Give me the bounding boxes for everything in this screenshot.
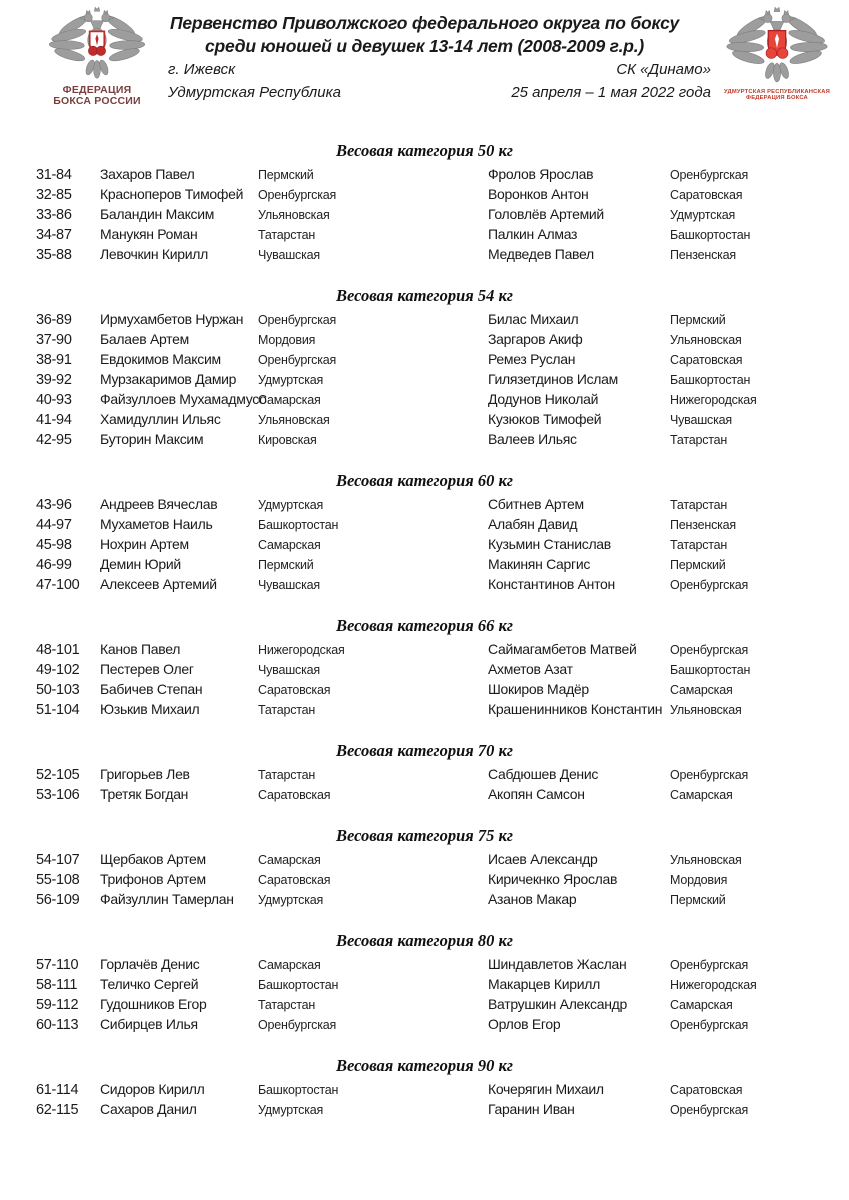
weight-category-title: Весовая категория 80 кг [335,931,514,950]
blue-corner-region: Татарстан [670,433,728,447]
weight-category-section [0,470,849,594]
red-corner-name: Канов Павел [100,641,181,657]
red-corner-name: Манукян Роман [100,226,198,242]
red-corner-region: Башкортостан [258,1083,339,1097]
red-corner-name: Юзькив Михаил [100,701,200,717]
red-corner-region: Самарская [258,538,321,552]
red-corner-name: Теличко Сергей [100,976,199,992]
blue-corner-region: Оренбургская [670,643,749,657]
red-corner-name: Балаев Артем [100,331,189,347]
red-corner-region: Удмуртская [258,1103,324,1117]
venue: СК «Динамо» [616,61,711,78]
bout-number: 31-84 [36,167,72,183]
bout-number: 37-90 [36,332,72,348]
red-corner-name: Горлачёв Денис [100,956,200,972]
bout-row [0,1099,849,1119]
bout-row [0,164,849,184]
blue-corner-name: Ватрушкин Александр [488,996,628,1012]
bout-row [0,1014,849,1034]
bout-number: 45-98 [36,537,72,553]
bout-number: 51-104 [36,702,80,718]
blue-corner-region: Саратовская [670,353,743,367]
bout-number: 50-103 [36,682,80,698]
red-corner-name: Мухаметов Наиль [100,516,213,532]
red-corner-name: Сибирцев Илья [100,1016,198,1032]
blue-corner-region: Чувашская [670,413,732,427]
left-logo-caption-line2: БОКСА РОССИИ [53,95,141,108]
red-corner-region: Оренбургская [258,353,337,367]
bout-row [0,534,849,554]
bout-number: 39-92 [36,372,72,388]
blue-corner-name: Акопян Самсон [488,786,585,802]
bout-number: 48-101 [36,642,80,658]
blue-corner-region: Татарстан [670,538,728,552]
blue-corner-region: Пермский [670,558,726,572]
bout-row [0,639,849,659]
red-corner-name: Бабичев Степан [100,681,203,697]
blue-corner-region: Ульяновская [670,703,742,717]
red-corner-name: Андреев Вячеслав [100,496,218,512]
red-corner-region: Ульяновская [258,208,330,222]
host-city: г. Ижевск [168,61,236,78]
bout-number: 36-89 [36,312,72,328]
red-corner-region: Оренбургская [258,313,337,327]
weight-category-section [0,825,849,909]
red-corner-region: Удмуртская [258,498,324,512]
bout-row [0,244,849,264]
red-corner-region: Самарская [258,853,321,867]
red-corner-region: Татарстан [258,703,316,717]
weight-category-title: Весовая категория 60 кг [335,471,514,490]
bout-number: 38-91 [36,352,72,368]
bout-number: 56-109 [36,892,80,908]
bout-row [0,389,849,409]
bout-row [0,494,849,514]
blue-corner-region: Удмуртская [670,208,736,222]
weight-category-section [0,740,849,804]
bout-row [0,699,849,719]
blue-corner-region: Оренбургская [670,168,749,182]
red-corner-name: Нохрин Артем [100,536,189,552]
red-corner-region: Удмуртская [258,373,324,387]
blue-corner-name: Гилязетдинов Ислам [488,371,618,387]
bout-number: 49-102 [36,662,80,678]
red-corner-region: Пермский [258,558,314,572]
bout-row [0,224,849,244]
blue-corner-name: Билас Михаил [488,311,579,327]
info-row-1 [168,59,711,81]
red-corner-name: Гудошников Егор [100,996,207,1012]
red-corner-region: Татарстан [258,228,316,242]
blue-corner-name: Константинов Антон [488,576,615,592]
blue-corner-name: Киричекнко Ярослав [488,871,618,887]
bout-number: 44-97 [36,517,72,533]
bout-row [0,184,849,204]
right-logo-caption-line2: ФЕДЕРАЦИЯ БОКСА [746,95,808,102]
red-corner-name: Красноперов Тимофей [100,186,244,202]
red-corner-region: Саратовская [258,683,331,697]
russian-boxing-federation-logo [40,6,154,107]
red-corner-region: Татарстан [258,998,316,1012]
blue-corner-region: Оренбургская [670,1103,749,1117]
document-header [0,0,849,124]
blue-corner-region: Башкортостан [670,663,751,677]
bout-row [0,659,849,679]
red-corner-name: Левочкин Кирилл [100,246,209,262]
bout-number: 46-99 [36,557,72,573]
bout-number: 41-94 [36,412,72,428]
red-corner-region: Саратовская [258,873,331,887]
bout-number: 62-115 [36,1102,79,1118]
red-corner-name: Хамидуллин Ильяс [100,411,221,427]
bout-number: 57-110 [36,957,79,973]
blue-corner-region: Нижегородская [670,393,757,407]
info-row-2 [168,82,711,104]
blue-corner-name: Алабян Давид [488,516,578,532]
blue-corner-region: Пензенская [670,248,736,262]
blue-corner-region: Татарстан [670,498,728,512]
red-corner-name: Третяк Богдан [100,786,189,802]
bout-row [0,429,849,449]
red-corner-name: Щербаков Артем [100,851,206,867]
red-corner-name: Демин Юрий [100,556,181,572]
red-corner-name: Сахаров Данил [100,1101,197,1117]
bout-number: 59-112 [36,997,79,1013]
blue-corner-name: Шокиров Мадёр [488,681,589,697]
bout-number: 43-96 [36,497,72,513]
red-corner-region: Пермский [258,168,314,182]
blue-corner-region: Самарская [670,683,733,697]
blue-corner-name: Крашенинников Константин [488,701,663,717]
red-corner-name: Ирмухамбетов Нуржан [100,311,244,327]
bout-row [0,679,849,699]
red-corner-region: Ульяновская [258,413,330,427]
right-logo-caption-line1: УДМУРТСКАЯ РЕСПУБЛИКАНСКАЯ [723,89,831,95]
blue-corner-name: Кузюков Тимофей [488,411,602,427]
bout-row [0,349,849,369]
blue-corner-region: Ульяновская [670,853,742,867]
tournament-title-line2: среди юношей и девушек 13-14 лет (2008-2009 г.р.) [204,36,645,56]
red-corner-region: Чувашская [258,663,320,677]
red-corner-name: Захаров Павел [100,166,195,182]
red-corner-name: Евдокимов Максим [100,351,221,367]
blue-corner-name: Саймагамбетов Матвей [488,641,637,657]
red-corner-region: Башкортостан [258,518,339,532]
red-corner-region: Чувашская [258,248,320,262]
bout-row [0,369,849,389]
blue-corner-name: Фролов Ярослав [488,166,594,182]
blue-corner-name: Гаранин Иван [488,1101,575,1117]
bout-row [0,764,849,784]
bout-number: 55-108 [36,872,80,888]
red-corner-name: Григорьев Лев [100,766,190,782]
weight-category-title: Весовая категория 50 кг [335,141,514,160]
bout-row [0,409,849,429]
udmurt-boxing-federation-logo [713,6,841,101]
bout-row [0,574,849,594]
bout-row [0,954,849,974]
blue-corner-name: Воронков Антон [488,186,589,202]
red-corner-region: Удмуртская [258,893,324,907]
red-corner-name: Мурзакаримов Дамир [100,371,237,387]
bout-number: 42-95 [36,432,72,448]
red-corner-name: Трифонов Артем [100,871,206,887]
blue-corner-name: Ремез Руслан [488,351,576,367]
red-corner-region: Саратовская [258,788,331,802]
blue-corner-name: Макарцев Кирилл [488,976,601,992]
left-logo-caption [40,85,154,107]
blue-corner-region: Башкортостан [670,228,751,242]
bout-row [0,329,849,349]
weight-category-title: Весовая категория 66 кг [335,616,514,635]
bout-row [0,869,849,889]
blue-corner-region: Самарская [670,788,733,802]
bout-number: 47-100 [36,577,80,593]
bout-number: 52-105 [36,767,80,783]
bout-number: 58-111 [36,977,78,993]
bout-number: 33-86 [36,207,72,223]
red-corner-name: Пестерев Олег [100,661,194,677]
blue-corner-name: Медведев Павел [488,246,594,262]
bout-number: 53-106 [36,787,80,803]
blue-corner-region: Пензенская [670,518,736,532]
bout-row [0,204,849,224]
weight-category-section [0,285,849,449]
blue-corner-name: Кузьмин Станислав [488,536,611,552]
bout-row [0,974,849,994]
bout-number: 54-107 [36,852,80,868]
bout-row [0,554,849,574]
blue-corner-region: Пермский [670,893,726,907]
bout-row [0,1079,849,1099]
blue-corner-name: Головлёв Артемий [488,206,604,222]
blue-corner-name: Азанов Макар [488,891,577,907]
weight-category-section [0,930,849,1034]
red-corner-name: Баландин Максим [100,206,215,222]
blue-corner-name: Палкин Алмаз [488,226,578,242]
red-corner-region: Самарская [258,393,321,407]
red-corner-name: Алексеев Артемий [100,576,217,592]
blue-corner-region: Оренбургская [670,958,749,972]
red-corner-name: Файзуллин Тамерлан [100,891,234,907]
weight-category-title: Весовая категория 75 кг [335,826,514,845]
bout-number: 34-87 [36,227,72,243]
blue-corner-name: Заргаров Акиф [488,331,583,347]
red-corner-region: Татарстан [258,768,316,782]
blue-corner-name: Кочерягин Михаил [488,1081,604,1097]
blue-corner-region: Пермский [670,313,726,327]
weight-category-title: Весовая категория 70 кг [335,741,514,760]
red-corner-region: Самарская [258,958,321,972]
bout-number: 60-113 [36,1017,79,1033]
blue-corner-region: Нижегородская [670,978,757,992]
pairings-content [0,124,849,1119]
double-headed-eagle-icon [725,6,829,88]
red-corner-region: Нижегородская [258,643,345,657]
red-corner-region: Оренбургская [258,1018,337,1032]
title-block [160,0,689,58]
red-corner-name: Буторин Максим [100,431,204,447]
blue-corner-region: Саратовская [670,188,743,202]
blue-corner-region: Оренбургская [670,1018,749,1032]
bout-row [0,849,849,869]
blue-corner-region: Ульяновская [670,333,742,347]
red-corner-region: Башкортостан [258,978,339,992]
blue-corner-name: Макинян Саргис [488,556,591,572]
blue-corner-name: Сбитнев Артем [488,496,584,512]
red-corner-region: Оренбургская [258,188,337,202]
weight-category-title: Весовая категория 54 кг [335,286,514,305]
event-dates: 25 апреля – 1 мая 2022 года [511,84,711,101]
double-headed-eagle-icon [47,6,147,84]
weight-category-section [0,140,849,264]
tournament-title-line1: Первенство Приволжского федерального округа по боксу [169,13,680,33]
bout-row [0,994,849,1014]
blue-corner-name: Орлов Егор [488,1016,561,1032]
blue-corner-name: Валеев Ильяс [488,431,577,447]
blue-corner-region: Мордовия [670,873,728,887]
host-region: Удмуртская Республика [168,84,342,101]
blue-corner-region: Саратовская [670,1083,743,1097]
bout-number: 61-114 [36,1082,79,1098]
blue-corner-name: Исаев Александр [488,851,598,867]
bout-number: 40-93 [36,392,72,408]
red-corner-name: Сидоров Кирилл [100,1081,205,1097]
red-corner-name: Файзуллоев Мухамадмусо [100,391,267,407]
bout-row [0,784,849,804]
weight-category-section [0,615,849,719]
blue-corner-name: Шиндавлетов Жаслан [488,956,627,972]
blue-corner-name: Додунов Николай [488,391,599,407]
blue-corner-region: Оренбургская [670,578,749,592]
bout-number: 35-88 [36,247,72,263]
blue-corner-region: Самарская [670,998,733,1012]
blue-corner-name: Сабдюшев Денис [488,766,599,782]
weight-category-section [0,1055,849,1119]
weight-category-title: Весовая категория 90 кг [335,1056,514,1075]
right-logo-caption [713,89,841,101]
left-logo-caption-line1: ФЕДЕРАЦИЯ [62,84,132,96]
blue-corner-region: Оренбургская [670,768,749,782]
red-corner-region: Кировская [258,433,317,447]
blue-corner-region: Башкортостан [670,373,751,387]
bout-row [0,309,849,329]
red-corner-region: Мордовия [258,333,316,347]
bout-number: 32-85 [36,187,72,203]
red-corner-region: Чувашская [258,578,320,592]
bout-row [0,889,849,909]
blue-corner-name: Ахметов Азат [488,661,573,677]
bout-row [0,514,849,534]
